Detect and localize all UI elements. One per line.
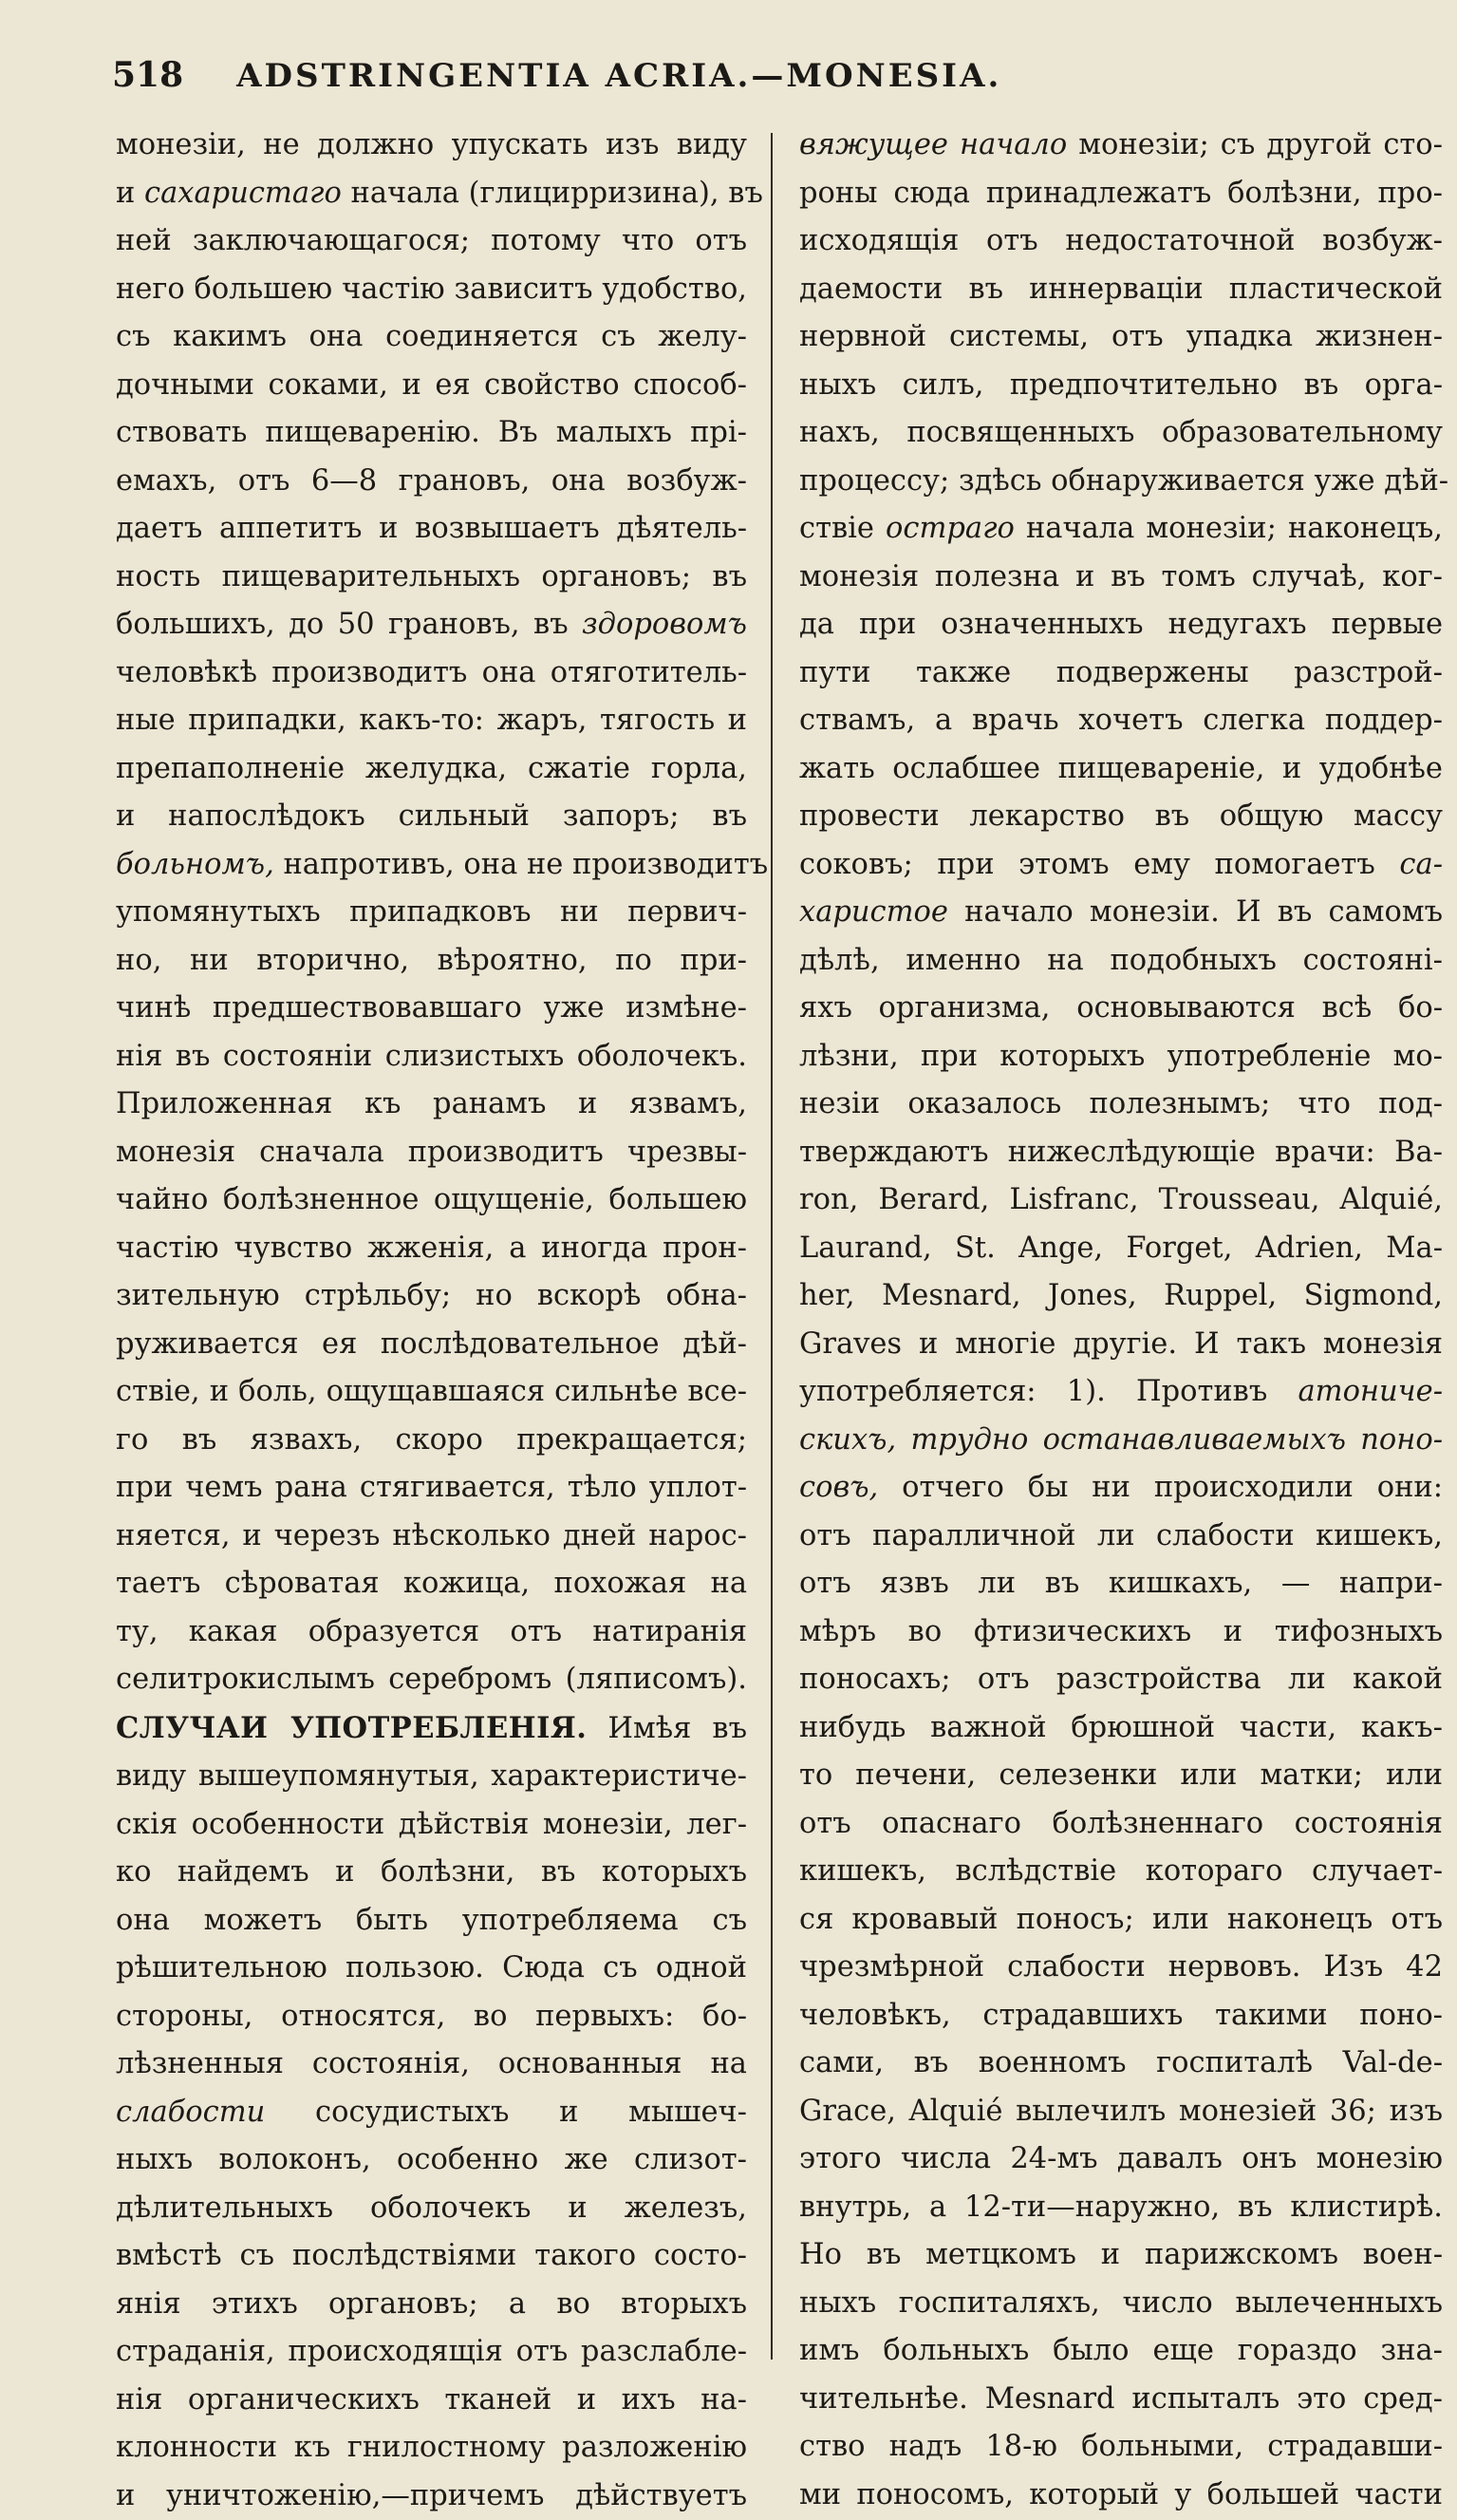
text-line <box>116 1897 747 1946</box>
text-segment: жать ослабшее пищевареніе, и удобнѣе <box>799 752 1443 785</box>
text-line <box>116 1464 747 1513</box>
right-text-column <box>799 122 1443 2372</box>
text-line <box>116 1129 747 1177</box>
text-segment: соковъ; при этомъ ему помогаетъ <box>799 848 1399 881</box>
text-segment: начала (глицирризина), въ <box>342 177 763 210</box>
text-segment: дѣлѣ, именно на подобныхъ состояні- <box>799 944 1443 977</box>
text-line <box>799 1560 1443 1608</box>
text-segment: рѣшительною пользою. Сюда съ одной <box>116 1951 747 1984</box>
text-line <box>116 1849 747 1897</box>
text-line <box>799 2040 1443 2088</box>
text-line <box>799 1033 1443 1081</box>
text-segment: янія этихъ органовъ; а во вторыхъ <box>116 2287 747 2321</box>
text-segment: скія особенности дѣйствія монезіи, лег- <box>116 1808 747 1841</box>
text-line <box>799 217 1443 266</box>
text-line <box>116 2040 747 2089</box>
text-line <box>799 362 1443 410</box>
text-segment: незіи оказалось полезнымъ; что под- <box>799 1087 1443 1120</box>
text-segment: Приложенная къ ранамъ и язвамъ, <box>116 1087 747 1120</box>
text-line <box>116 458 747 506</box>
text-line <box>116 2089 747 2137</box>
text-line <box>116 1033 747 1081</box>
text-line <box>116 1417 747 1465</box>
text-line <box>799 1848 1443 1896</box>
italic-text: сахаристаго <box>144 177 342 210</box>
text-line <box>799 2376 1443 2424</box>
text-segment: даемости въ иннерваціи пластической <box>799 273 1443 306</box>
text-segment: Graves и многіе другіе. И такъ монезія <box>799 1327 1443 1361</box>
text-line <box>116 841 747 890</box>
text-line <box>116 1368 747 1417</box>
text-segment: но, ни вторично, вѣроятно, по при- <box>116 944 747 977</box>
text-segment: начало монезіи. И въ самомъ <box>948 895 1443 929</box>
text-line <box>116 697 747 745</box>
text-segment: сами, въ военномъ госпиталѣ Val-de- <box>799 2046 1443 2079</box>
page-number: 518 <box>112 55 183 95</box>
text-line <box>116 1321 747 1369</box>
text-segment: лѣзни, при которыхъ употребленіе мо- <box>799 1040 1443 1073</box>
text-line <box>799 1368 1443 1417</box>
text-segment: упомянутыхъ припадковъ ни первич- <box>116 895 747 929</box>
text-line <box>799 1321 1443 1369</box>
text-line <box>116 1176 747 1225</box>
text-line <box>116 745 747 794</box>
text-segment: человѣкѣ производитъ она отяготитель- <box>116 656 747 689</box>
text-line <box>116 1656 747 1704</box>
text-line <box>116 1560 747 1608</box>
text-line <box>116 266 747 314</box>
text-segment: емахъ, отъ 6—8 грановъ, она возбуж- <box>116 464 747 498</box>
text-segment: ся кровавый поносъ; или наконецъ отъ <box>799 1903 1443 1936</box>
italic-text: атониче- <box>1298 1375 1443 1408</box>
italic-text: остраго <box>886 512 1015 545</box>
text-segment: монезіи; съ другой сто- <box>1067 128 1443 161</box>
text-line <box>799 2472 1443 2520</box>
text-segment: чинѣ предшествовавшаго уже измѣне- <box>116 991 747 1025</box>
italic-text: вяжущее начало <box>799 128 1067 161</box>
text-line <box>116 1608 747 1657</box>
text-segment: her, Mesnard, Jones, Ruppel, Sigmond, <box>799 1279 1443 1312</box>
text-segment: чайно болѣзненное ощущеніе, большею <box>116 1183 747 1216</box>
text-line <box>799 649 1443 698</box>
text-segment: ствовать пищеваренію. Въ малыхъ прі- <box>116 416 747 449</box>
text-segment: чительнѣе. Mesnard испыталъ это сред- <box>799 2382 1443 2416</box>
text-segment: таетъ сѣроватая кожица, похожая на <box>116 1567 747 1600</box>
italic-text: скихъ, трудно останавливаемыхъ поно- <box>799 1423 1443 1457</box>
text-segment: процессу; здѣсь обнаруживается уже дѣй- <box>799 464 1448 498</box>
text-line <box>116 1993 747 2041</box>
text-line <box>799 889 1443 937</box>
text-segment: роны сюда принадлежатъ болѣзни, про- <box>799 177 1443 210</box>
text-segment: отъ паралличной ли слабости кишекъ, <box>799 1519 1443 1552</box>
text-segment: ствіе <box>799 512 886 545</box>
text-segment: ron, Berard, Lisfranc, Trousseau, Alquié, <box>799 1183 1443 1216</box>
text-line <box>799 313 1443 362</box>
text-line <box>799 409 1443 458</box>
text-line <box>799 1896 1443 1945</box>
text-segment: мѣръ во фтизическихъ и тифозныхъ <box>799 1615 1443 1648</box>
text-line <box>116 985 747 1033</box>
italic-text: больномъ, <box>116 848 274 881</box>
italic-text: са- <box>1399 848 1443 881</box>
text-segment: Grace, Alquié вылечилъ монезіей 36; изъ <box>799 2095 1443 2128</box>
text-line <box>116 170 747 218</box>
text-line <box>799 2135 1443 2184</box>
text-segment: ми поносомъ, который у большей части <box>799 2478 1443 2511</box>
text-segment: напротивъ, она не производитъ <box>274 848 768 881</box>
text-line <box>116 2281 747 2329</box>
text-line <box>116 2377 747 2425</box>
text-segment: частію чувство жженія, а иногда прон- <box>116 1232 747 1265</box>
text-line <box>799 122 1443 170</box>
text-segment: ныхъ волоконъ, особенно же слизот- <box>116 2143 747 2176</box>
text-segment: него большею частію зависитъ удобство, <box>116 273 747 306</box>
text-segment: ствамъ, а врачь хочетъ слегка поддер- <box>799 704 1443 737</box>
text-segment: ко найдемъ и болѣзни, въ которыхъ <box>116 1855 747 1889</box>
text-line <box>116 554 747 602</box>
text-segment: монезіи, не должно упускать изъ виду <box>116 128 747 161</box>
text-segment: внутрь, а 12-ти—наружно, въ клистирѣ. <box>799 2191 1443 2224</box>
text-line <box>116 793 747 841</box>
text-segment: кишекъ, вслѣдствіе котораго случает- <box>799 1854 1443 1888</box>
text-segment: ней заключающагося; потому что отъ <box>116 224 747 257</box>
text-segment: пути также подвержены разстрой- <box>799 656 1443 689</box>
text-line <box>799 1992 1443 2040</box>
text-segment: клонности къ гнилостному разложенію <box>116 2431 747 2464</box>
text-segment: Но въ метцкомъ и парижскомъ воен- <box>799 2238 1443 2271</box>
text-line <box>799 2280 1443 2328</box>
text-line <box>799 170 1443 218</box>
text-line <box>799 505 1443 554</box>
text-segment: селитрокислымъ серебромъ (ляписомъ). <box>116 1663 747 1696</box>
text-line <box>799 1752 1443 1800</box>
text-line <box>799 2423 1443 2472</box>
text-line <box>799 793 1443 841</box>
text-segment: ныхъ госпиталяхъ, число вылеченныхъ <box>799 2286 1443 2320</box>
text-segment: и <box>116 177 144 210</box>
text-line <box>799 2231 1443 2280</box>
text-line <box>799 1272 1443 1321</box>
left-text-column <box>116 122 747 2372</box>
column-divider-rule <box>771 133 773 2360</box>
text-segment: ные припадки, какъ-то: жаръ, тягость и <box>116 704 747 737</box>
text-segment: сосудистыхъ и мышеч- <box>265 2096 747 2129</box>
text-segment: ныхъ силъ, предпочтительно въ орга- <box>799 368 1443 402</box>
text-segment: ство надъ 18-ю больными, страдавши- <box>799 2430 1443 2463</box>
text-segment: нія органическихъ тканей и ихъ на- <box>116 2383 747 2417</box>
text-line <box>116 409 747 458</box>
text-line <box>799 1944 1443 1992</box>
running-title: ADSTRINGENTIA ACRIA.—MONESIA. <box>236 57 1001 95</box>
text-segment: Имѣя въ <box>587 1712 747 1745</box>
text-segment: виду вышеупомянутыя, характеристиче- <box>116 1759 747 1793</box>
text-segment: этого числа 24-мъ давалъ онъ монезію <box>799 2142 1443 2175</box>
text-segment: монезія полезна и въ томъ случаѣ, ког- <box>799 560 1443 593</box>
text-line <box>116 1272 747 1321</box>
text-segment: отчего бы ни происходили они: <box>878 1471 1443 1504</box>
text-line <box>116 889 747 937</box>
page-header <box>112 55 1441 112</box>
text-segment: лѣзненныя состоянія, основанныя на <box>116 2047 747 2080</box>
text-line <box>799 2184 1443 2232</box>
text-segment: ность пищеварительныхъ органовъ; въ <box>116 560 747 593</box>
italic-text: совъ, <box>799 1471 878 1504</box>
text-line <box>799 1608 1443 1657</box>
text-line <box>116 601 747 649</box>
text-segment: нахъ, посвященныхъ образовательному <box>799 416 1443 449</box>
text-line <box>116 2232 747 2281</box>
text-line <box>116 1945 747 1993</box>
text-segment: съ какимъ она соединяется съ желу- <box>116 320 747 353</box>
text-segment: препаполненіе желудка, сжатіе горла, <box>116 752 747 785</box>
text-segment: исходящія отъ недостаточной возбуж- <box>799 224 1443 257</box>
text-line <box>116 1225 747 1273</box>
text-segment: яхъ организма, основываются всѣ бо- <box>799 991 1443 1025</box>
italic-text: слабости <box>116 2096 265 2129</box>
text-line <box>116 362 747 410</box>
text-segment: руживается ея послѣдовательное дѣй- <box>116 1327 747 1361</box>
text-line <box>799 458 1443 506</box>
text-segment: чрезмѣрной слабости нервовъ. Изъ 42 <box>799 1950 1443 1984</box>
text-line <box>799 1081 1443 1129</box>
text-segment: начала монезіи; наконецъ, <box>1015 512 1443 545</box>
text-line <box>799 1417 1443 1465</box>
text-line <box>116 2185 747 2233</box>
text-segment: и напослѣдокъ сильный запоръ; въ <box>116 799 747 833</box>
text-line <box>116 2136 747 2185</box>
text-line <box>116 649 747 698</box>
text-line <box>116 2424 747 2473</box>
text-segment: Laurand, St. Ange, Forget, Adrien, Ma- <box>799 1232 1443 1265</box>
text-segment: то печени, селезенки или матки; или <box>799 1758 1443 1792</box>
text-segment: употребляется: 1). Противъ <box>799 1375 1298 1408</box>
text-line <box>799 266 1443 314</box>
text-segment: и уничтоженію,—причемъ дѣйствуетъ <box>116 2479 747 2512</box>
text-line <box>116 1704 747 1754</box>
text-segment: большихъ, до 50 грановъ, въ <box>116 608 582 641</box>
text-segment: дочными соками, и ея свойство способ- <box>116 368 747 402</box>
text-segment: нервной системы, отъ упадка жизнен- <box>799 320 1443 353</box>
text-segment: тверждаютъ нижеслѣдующіе врачи: Ba- <box>799 1136 1443 1169</box>
text-line <box>116 2328 747 2377</box>
text-segment: имъ больныхъ было еще гораздо зна- <box>799 2334 1443 2367</box>
text-line <box>799 2327 1443 2376</box>
text-line <box>799 1656 1443 1704</box>
text-line <box>799 1800 1443 1849</box>
text-segment: она можетъ быть употребляема съ <box>116 1904 747 1937</box>
text-segment: даетъ аппетитъ и возвышаетъ дѣятель- <box>116 512 747 545</box>
text-segment: стороны, относятся, во первыхъ: бо- <box>116 2000 747 2033</box>
text-segment: да при означенныхъ недугахъ первые <box>799 608 1443 641</box>
text-line <box>799 985 1443 1033</box>
text-segment: нибудь важной брюшной части, какъ- <box>799 1711 1443 1744</box>
text-line <box>799 1513 1443 1561</box>
text-line <box>799 1225 1443 1273</box>
text-line <box>799 745 1443 794</box>
text-segment: страданія, происходящія отъ разслабле- <box>116 2335 747 2368</box>
text-line <box>116 313 747 362</box>
text-line <box>116 2473 747 2520</box>
text-line <box>116 1801 747 1850</box>
text-segment: провести лекарство въ общую массу <box>799 799 1443 833</box>
text-line <box>799 697 1443 745</box>
text-segment: няется, и черезъ нѣсколько дней нарос- <box>116 1519 747 1552</box>
text-line <box>116 217 747 266</box>
text-line <box>799 1176 1443 1225</box>
italic-text: здоровомъ <box>582 608 747 641</box>
text-line <box>116 1753 747 1801</box>
text-line <box>799 601 1443 649</box>
text-line <box>116 937 747 986</box>
text-segment: ствіе, и боль, ощущавшаяся сильнѣе все- <box>116 1375 747 1408</box>
text-segment: монезія сначала производитъ чрезвы- <box>116 1136 747 1169</box>
text-line <box>799 2088 1443 2136</box>
text-line <box>116 122 747 170</box>
text-segment: поносахъ; отъ разстройства ли какой <box>799 1663 1443 1696</box>
text-segment: отъ опаснаго болѣзненнаго состоянія <box>799 1807 1443 1840</box>
text-segment: при чемъ рана стягивается, тѣло уплот- <box>116 1471 747 1504</box>
text-line <box>799 1704 1443 1753</box>
text-line <box>799 841 1443 890</box>
text-segment: зительную стрѣльбу; но вскорѣ обна- <box>116 1279 747 1312</box>
text-segment: человѣкъ, страдавшихъ такими поно- <box>799 1999 1443 2032</box>
text-line <box>116 1513 747 1561</box>
text-segment: дѣлительныхъ оболочекъ и железъ, <box>116 2191 747 2225</box>
text-segment: отъ язвъ ли въ кишкахъ, — напри- <box>799 1567 1443 1600</box>
text-line <box>799 1464 1443 1513</box>
text-segment: нія въ состояніи слизистыхъ оболочекъ. <box>116 1040 747 1073</box>
italic-text: харистое <box>799 895 948 929</box>
text-line <box>116 1081 747 1129</box>
text-line <box>799 1129 1443 1177</box>
text-line <box>116 505 747 554</box>
text-segment: го въ язвахъ, скоро прекращается; <box>116 1423 747 1457</box>
section-heading-text: СЛУЧАИ УПОТРЕБЛЕНІЯ. <box>116 1711 587 1745</box>
text-line <box>799 937 1443 986</box>
text-segment: вмѣстѣ съ послѣдствіями такого состо- <box>116 2239 747 2272</box>
text-line <box>799 554 1443 602</box>
text-segment: ту, какая образуется отъ натиранія <box>116 1615 747 1648</box>
